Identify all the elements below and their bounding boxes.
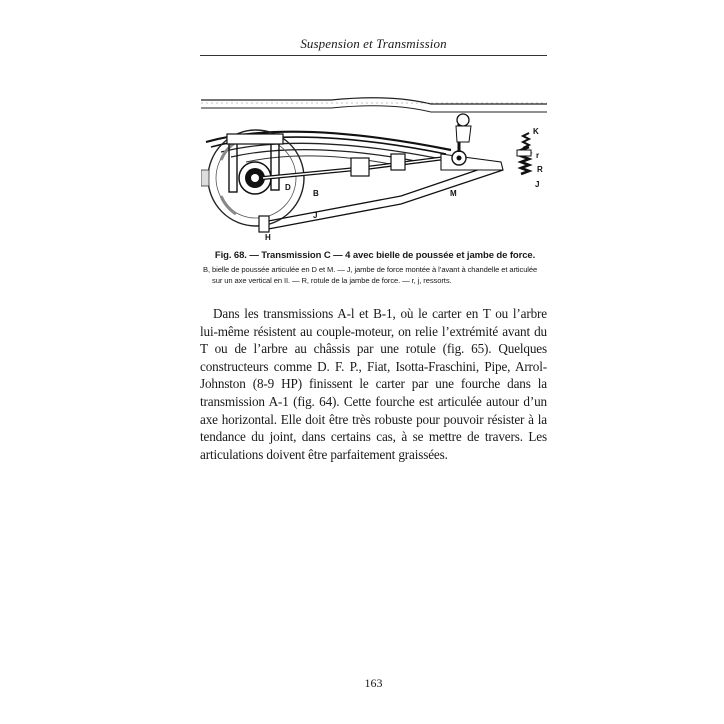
header-rule bbox=[200, 55, 547, 56]
body-paragraph: Dans les transmissions A-l et B-1, où le carter en T ou l’arbre lui-même résistent au couple-moteur, on relie l’extrémité avant du T ou de l’arbre au châssis par une rotule (fig. 65). Quelques constructeurs comme D. F. P., Fiat, Isotta-Fraschini, Pipe, Arrol-Johnston (8-9 HP) finissent le carter par une fourche dans la transmission A-1 (fig. 64). Cette fourche est articulée autour d’un axe horizontal. Elle doit être très robuste pour pouvoir résister à la tendance du joint, dans certains cas, à se mettre de travers. Les articulations doivent être parfaitement graissées. bbox=[200, 306, 547, 462]
figure-label-k: K bbox=[533, 127, 539, 136]
figure-label-j-lower: J bbox=[313, 211, 318, 220]
figure-label-m: M bbox=[450, 189, 457, 198]
figure-illustration bbox=[201, 90, 547, 240]
figure-label-j-right: J bbox=[535, 180, 540, 189]
running-header: Suspension et Transmission bbox=[300, 36, 447, 51]
figure-label-r: r bbox=[536, 151, 540, 160]
figure-label-d: D bbox=[285, 183, 291, 192]
figure-label-R: R bbox=[537, 165, 543, 174]
figure-label-b: B bbox=[313, 189, 319, 198]
caption-title: Fig. 68. — Transmission C — 4 avec bielle de poussée et jambe de force. bbox=[214, 250, 536, 261]
page-number: 163 bbox=[364, 676, 383, 690]
figure-label-h: H bbox=[265, 233, 271, 240]
caption-body: B, bielle de poussée articulée en D et M. — J, jambe de force montée à l’avant à chandelle et articulée sur un axe vertical en II. — R, rotule de la jambe de force. — r, j, ressorts. bbox=[203, 265, 538, 285]
figure-caption bbox=[203, 250, 547, 286]
